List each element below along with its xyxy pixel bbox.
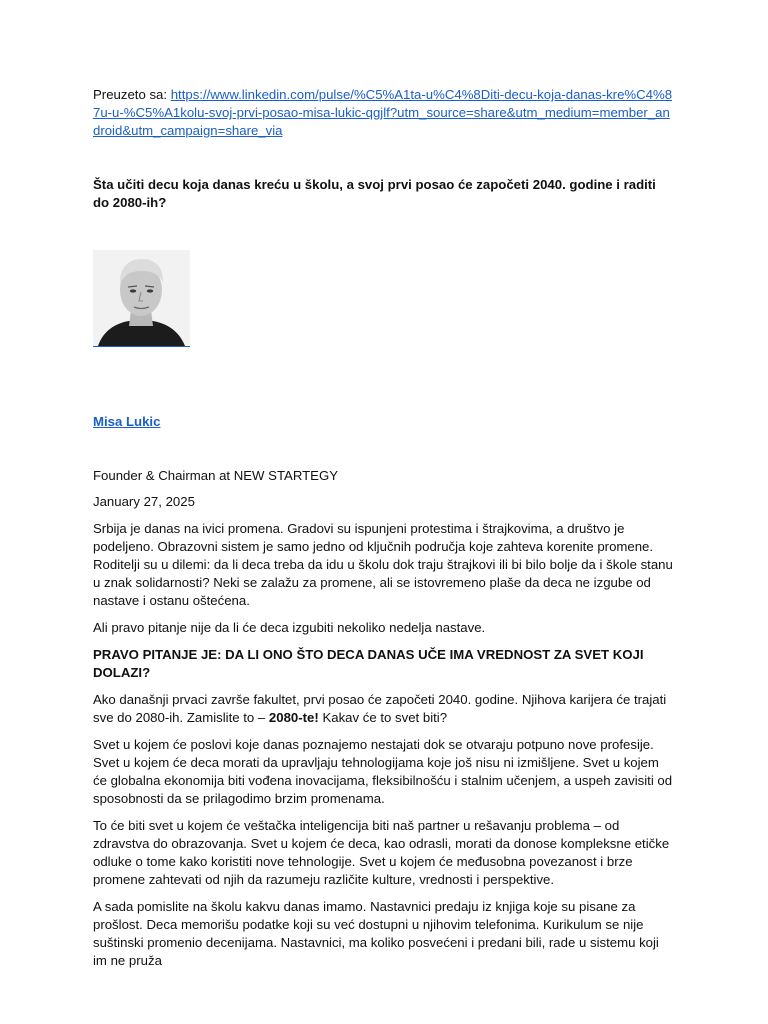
paragraph-3-heading: PRAVO PITANJE JE: DA LI ONO ŠTO DECA DANAS UČE IMA VREDNOST ZA SVET KOJI DOLAZI? xyxy=(93,647,644,680)
author-photo xyxy=(93,250,190,347)
paragraph-7: A sada pomislite na školu kakvu danas imamo. Nastavnici predaju iz knjiga koje su pisane za prošlost. Deca memorišu podatke koji su već dostupni u njihovim telefonima. Kurikulum se nije suštinski promenio decenijama. Nastavnici, ma koliko posvećeni i predani bili, rade u sistemu koji im ne pruža xyxy=(93,899,659,968)
paragraph-6: To će biti svet u kojem će veštačka inteligencija biti naš partner u rešavanju problema – od zdravstva do obrazovanja. Svet u kojem će deca, kao odrasli, morati da donose kompleksne etičke odluke o tome kako koristiti nove tehnologije. Svet u kojem će međusobna povezanost i brze promene zahtevati od njih da razumeju različite kulture, vrednosti i perspektive. xyxy=(93,818,670,887)
article-date: January 27, 2025 xyxy=(93,494,195,509)
author-role: Founder & Chairman at NEW STARTEGY xyxy=(93,468,339,483)
paragraph-4 xyxy=(93,691,673,727)
author-name-link[interactable]: Misa Lukic xyxy=(93,414,161,429)
document-page xyxy=(93,86,673,970)
source-line xyxy=(93,86,673,140)
paragraph-1: Srbija je danas na ivici promena. Gradovi su ispunjeni protestima i štrajkovima, a društvo je podeljeno. Obrazovni sistem je samo jedno od ključnih područja koje zahteva korenite promene. Roditelji su u dilemi: da li deca treba da idu u školu dok traju štrajkovi ili bi bilo bolje da i škole stanu u znak solidarnosti? Neki se zalažu za promene, ali se istovremeno plaše da deca ne izgube od nastave i ostanu oštećena. xyxy=(93,521,673,608)
portrait-image xyxy=(93,250,190,346)
source-link[interactable]: https://www.linkedin.com/pulse/%C5%A1ta-u%C4%8Diti-decu-koja-danas-kre%C4%87u-u-%C5%A1kolu-svoj-prvi-posao-misa-lukic-qgjlf?utm_source=share&utm_medium=member_android&utm_campaign=share_via xyxy=(93,87,673,138)
paragraph-5: Svet u kojem će poslovi koje danas poznajemo nestajati dok se otvaraju potpuno nove profesije. Svet u kojem će deca morati da upravljaju tehnologijama koje još nisu ni izmišljene. Svet u kojem će globalna ekonomija biti vođena inovacijama, fleksibilnošću i stalnim učenjem, a uspeh zavisiti od sposobnosti da se prilagodimo brzim promenama. xyxy=(93,737,673,806)
paragraph-4-text-a: Ako današnji prvaci završe fakultet, prvi posao će započeti 2040. godine. Njihova karijera će trajati sve do 2080-ih. Zamislite to – xyxy=(93,692,667,725)
author-photo-link[interactable] xyxy=(93,250,673,347)
paragraph-4-emphasis: 2080-te! xyxy=(268,710,319,725)
source-prefix: Preuzeto sa: xyxy=(93,87,171,102)
article-title: Šta učiti decu koja danas kreću u školu, a svoj prvi posao će započeti 2040. godine i raditi do 2080-ih? xyxy=(93,177,656,210)
paragraph-4-text-c: Kakav će to svet biti? xyxy=(318,710,448,725)
paragraph-2: Ali pravo pitanje nije da li će deca izgubiti nekoliko nedelja nastave. xyxy=(93,620,486,635)
